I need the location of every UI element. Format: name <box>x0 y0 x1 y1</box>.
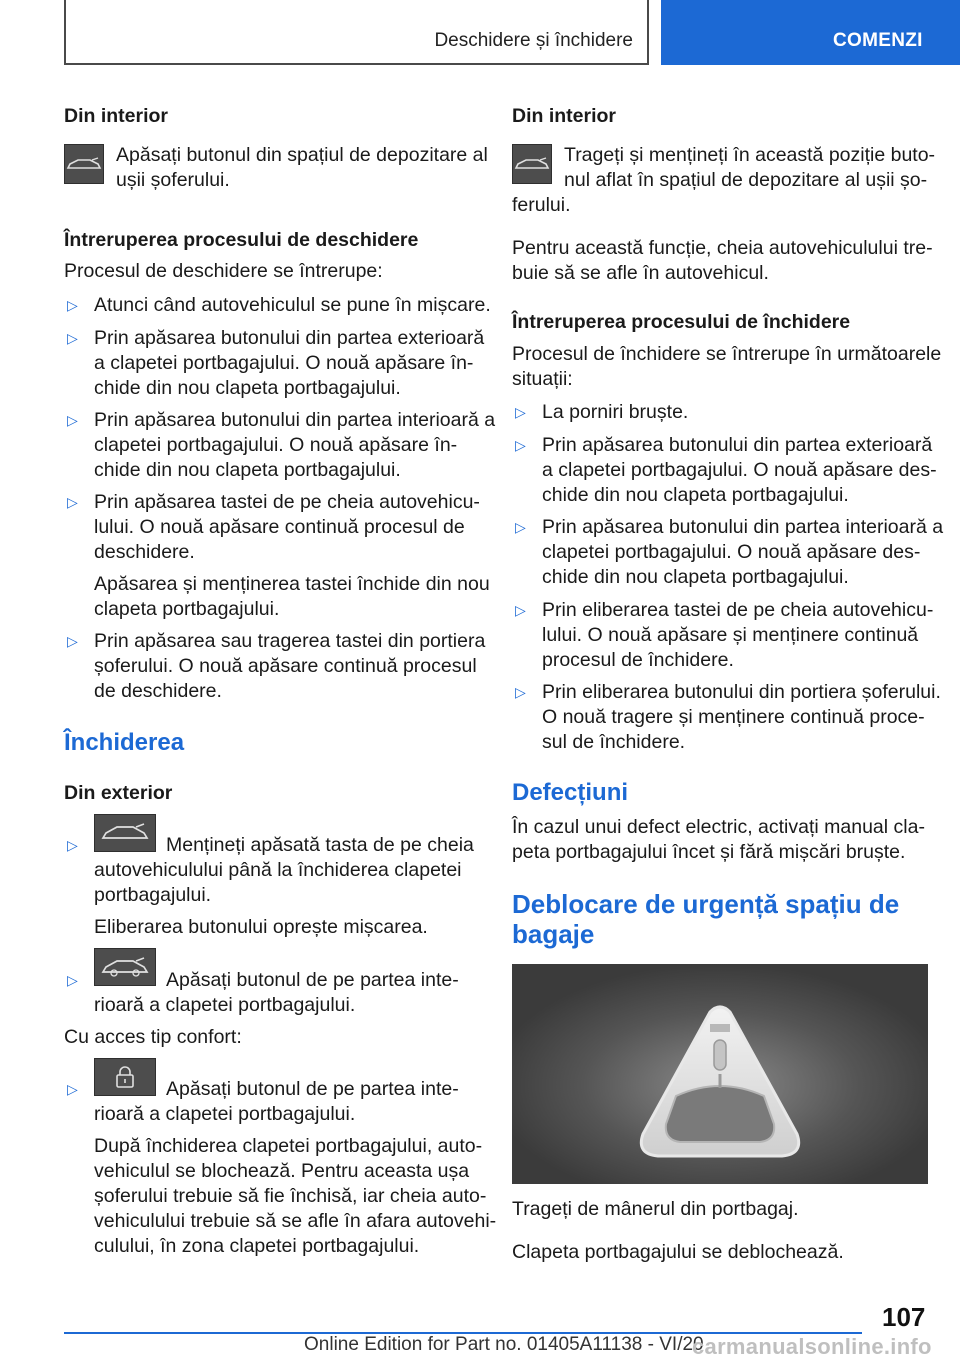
emergency-release-handle-photo <box>512 964 928 1184</box>
heading-din-exterior: Din exterior <box>64 782 173 804</box>
bullet-triangle-icon: ▷ <box>67 494 78 510</box>
bullet-text: vehiculul se blochează. Pentru aceasta ușa <box>94 1160 470 1182</box>
chapter-title: COMENZI <box>833 30 923 51</box>
bullet-text: chide din nou clapeta portbagajului. <box>94 377 401 399</box>
watermark-logo: carmanualsonline.info <box>692 1334 932 1359</box>
bullet-triangle-icon: ▷ <box>67 972 78 988</box>
bullet-triangle-icon: ▷ <box>515 404 526 420</box>
text-line: buie să se afle în autovehicul. <box>512 262 769 284</box>
bullet-text: După închiderea clapetei portbagajului, auto‐ <box>94 1135 483 1157</box>
bullet-triangle-icon: ▷ <box>515 684 526 700</box>
bullet-text: deschidere. <box>94 541 195 563</box>
bullet-text: Prin apăsarea tastei de pe cheia autovehicu‐ <box>94 491 480 513</box>
bullet-text: Apăsați butonul de pe partea inte‐ <box>166 1078 459 1100</box>
bullet-text: Eliberarea butonului oprește mișcarea. <box>94 916 428 938</box>
heading-intrerupere-inchidere: Întreruperea procesului de închidere <box>512 311 851 333</box>
heading-intrerupere-deschidere: Întreruperea procesului de deschidere <box>64 229 419 251</box>
bullet-text: clapeta portbagajului. <box>94 598 280 620</box>
bullet-text: chide din nou clapeta portbagajului. <box>94 459 401 481</box>
bullet-triangle-icon: ▷ <box>67 412 78 428</box>
section-title: Deschidere și închidere <box>434 30 633 51</box>
text-line: Procesul de închidere se întrerupe în următoarele <box>512 343 942 365</box>
text-line: situații: <box>512 368 573 390</box>
text-line: În cazul unui defect electric, activați manual cla‐ <box>512 816 925 838</box>
bullet-text: Prin apăsarea butonului din partea exterioară <box>542 434 933 456</box>
header-section-box <box>64 0 649 65</box>
text-line: Procesul de deschidere se întrerupe: <box>64 260 383 282</box>
car-tailgate-icon <box>94 948 156 986</box>
bullet-text: vehiculului trebuie să se afle în afara autovehi‐ <box>94 1210 497 1232</box>
bullet-triangle-icon: ▷ <box>67 330 78 346</box>
text-line: Cu acces tip confort: <box>64 1026 242 1048</box>
text-line: Trageți și mențineți în această poziție buto‐ <box>564 144 936 166</box>
car-tailgate-icon <box>94 814 156 852</box>
bullet-triangle-icon: ▷ <box>515 437 526 453</box>
bullet-text: autovehiculului până la închiderea clapetei <box>94 859 462 881</box>
text-line: nul aflat în spațiul de depozitare al ușii șo‐ <box>564 169 928 191</box>
bullet-text: clapetei portbagajului. O nouă apăsare în‐ <box>94 434 458 456</box>
bullet-text: clapetei portbagajului. O nouă apăsare des‐ <box>542 541 921 563</box>
bullet-text: rioară a clapetei portbagajului. <box>94 1103 356 1125</box>
bullet-text: lului. O nouă apăsare continuă procesul de <box>94 516 465 538</box>
heading-deblocare-urgenta-2: bagaje <box>512 919 595 949</box>
text-line: ușii șoferului. <box>116 169 230 191</box>
caption-line: Clapeta portbagajului se deblochează. <box>512 1241 844 1263</box>
bullet-triangle-icon: ▷ <box>515 602 526 618</box>
bullet-text: Apăsați butonul de pe partea inte‐ <box>166 969 459 991</box>
bullet-triangle-icon: ▷ <box>515 519 526 535</box>
text-line: peta portbagajului încet și fără mișcări bruște. <box>512 841 906 863</box>
heading-din-interior: Din interior <box>64 105 169 127</box>
bullet-text: Prin apăsarea butonului din partea interioară a <box>94 409 496 431</box>
bullet-text: Prin apăsarea sau tragerea tastei din portiera <box>94 630 486 652</box>
bullet-triangle-icon: ▷ <box>67 1081 78 1097</box>
bullet-text: a clapetei portbagajului. O nouă apăsare în‐ <box>94 352 474 374</box>
bullet-text: Prin eliberarea tastei de pe cheia autovehicu‐ <box>542 599 934 621</box>
heading-din-interior: Din interior <box>512 105 617 127</box>
bullet-text: șoferului trebuie să fie închisă, iar cheia auto‐ <box>94 1185 487 1207</box>
footer-edition: Online Edition for Part no. 01405A11138 - VI/20 <box>304 1334 704 1355</box>
bullet-text: chide din nou clapeta portbagajului. <box>542 484 849 506</box>
bullet-text: sul de închidere. <box>542 731 686 753</box>
bullet-text: La porniri bruște. <box>542 401 689 423</box>
car-tailgate-icon <box>512 144 552 184</box>
bullet-text: Prin eliberarea butonului din portiera șoferului. <box>542 681 941 703</box>
bullet-text: chide din nou clapeta portbagajului. <box>542 566 849 588</box>
bullet-text: portbagajului. <box>94 884 212 906</box>
bullet-text: Atunci când autovehiculul se pune în mișcare. <box>94 294 491 316</box>
bullet-text: de deschidere. <box>94 680 222 702</box>
text-line: Pentru această funcție, cheia autovehiculului tre‐ <box>512 237 933 259</box>
bullet-text: lului. O nouă apăsare și menținere continuă <box>542 624 919 646</box>
bullet-triangle-icon: ▷ <box>67 837 78 853</box>
bullet-text: Prin apăsarea butonului din partea interioară a <box>542 516 944 538</box>
bullet-text: Apăsarea și menținerea tastei închide din nou <box>94 573 490 595</box>
caption-line: Trageți de mânerul din portbagaj. <box>512 1198 799 1220</box>
heading-inchiderea: Închiderea <box>64 729 185 756</box>
bullet-text: O nouă tragere și menținere continuă proce‐ <box>542 706 925 728</box>
chapter-tab[interactable] <box>661 0 960 65</box>
bullet-text: Mențineți apăsată tasta de pe cheia <box>166 834 474 856</box>
text-line: ferului. <box>512 194 571 216</box>
bullet-triangle-icon: ▷ <box>67 633 78 649</box>
bullet-text: șoferului. O nouă apăsare continuă procesul <box>94 655 477 677</box>
text-line: Apăsați butonul din spațiul de depozitare al <box>116 144 488 166</box>
heading-deblocare-urgenta: Deblocare de urgență spațiu de <box>512 889 900 919</box>
heading-defectiuni: Defecțiuni <box>512 779 629 806</box>
lock-icon <box>94 1058 156 1096</box>
car-tailgate-icon <box>64 144 104 184</box>
bullet-text: rioară a clapetei portbagajului. <box>94 994 356 1016</box>
bullet-triangle-icon: ▷ <box>67 297 78 313</box>
bullet-text: a clapetei portbagajului. O nouă apăsare des‐ <box>542 459 937 481</box>
page-number: 107 <box>882 1302 926 1332</box>
bullet-text: procesul de închidere. <box>542 649 734 671</box>
bullet-text: culului, în zona clapetei portbagajului. <box>94 1235 420 1257</box>
bullet-text: Prin apăsarea butonului din partea exterioară <box>94 327 485 349</box>
